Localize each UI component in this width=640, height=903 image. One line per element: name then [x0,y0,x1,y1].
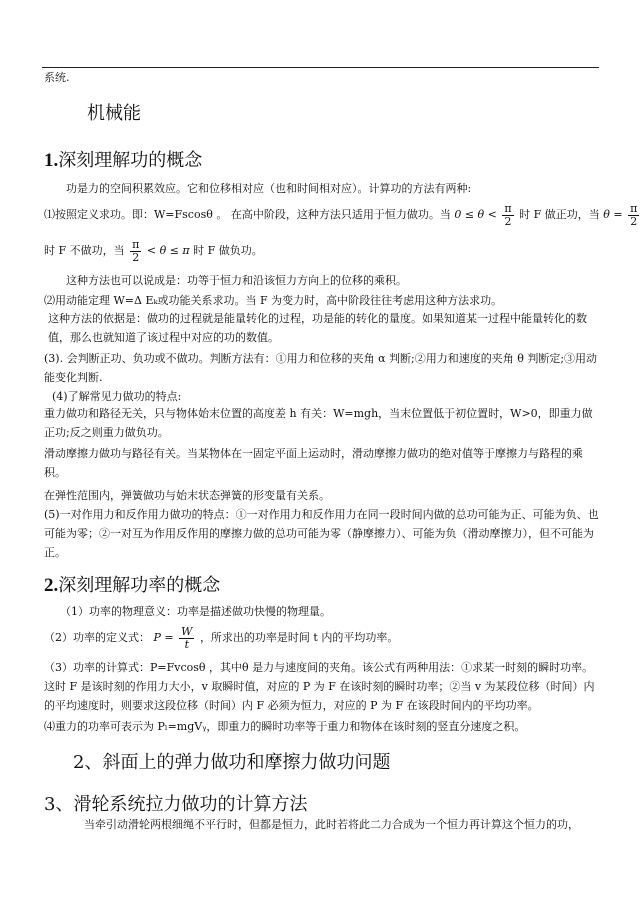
fraction-denominator: t [184,637,189,651]
header-rule [42,67,599,68]
method1-theta-eq: θ = [603,208,623,221]
power-meaning: （1）功率的物理意义：功率是描述做功快慢的物理量。 [60,605,331,618]
method1-summary: 这种方法也可以说成是：功等于恒力和沿该恒力方向上的位移的乘积。 [66,274,407,287]
section1-intro: 功是力的空间积累效应。它和位移相对应（也和时间相对应）。计算功的方法有两种: [66,182,472,195]
method2-text: ⑵用动能定理 W=Δ Eₖ或功能关系求功。当 F 为变力时，高中阶段往往考虑用这种方法求功。 [44,294,503,307]
point4-gravity: 重力做功和路径无关，只与物体始末位置的高度差 h 有关：W=mgh，当末位置低于初位置时，W>0，即重力做正功;反之则重力做负功。 [44,407,593,439]
section3-heading: 2、斜面上的弹力做功和摩擦力做功问题 [73,752,391,773]
pi-over-2-fraction [502,203,513,228]
method1-line [44,202,640,228]
method1-text-e: 时 F 不做功，当 [44,244,125,257]
power-def-note: ，所求出的功率是时间 t 内的平均功率。 [199,631,399,644]
fraction-numerator: π [132,237,140,251]
power-def-label: （2）功率的定义式： [44,631,150,644]
point5-text: (5)一对作用力和反作用力做功的特点：①一对作用力和反作用力在同一段时间内做的总功可能为正、可能为负、也可能为零；②一对互为作用反作用的摩擦力做的总功可能为零（静摩擦力）、可能为负（滑动摩擦力），但不可能为正。 [44,508,599,559]
method1-text-g: 时 F 做负功。 [189,244,263,257]
section4-heading: 3、滑轮系统拉力做功的计算方法 [44,794,308,815]
fraction-numerator: π [504,201,512,215]
method1-range-b: < θ ≤ π [146,244,190,257]
fraction-denominator: 2 [630,214,638,228]
gravity-power-text: ⑷重力的功率可表示为 Pₗ=mgVᵧ，即重力的瞬时功率等于重力和物体在该时刻的竖直分速度之积。 [44,720,526,733]
pulley-text: 当牵引动滑轮两根细绳不平行时，但都是恒力，此时若将此二力合成为一个恒力再计算这个恒力的功， [84,818,579,831]
point4-elastic: 在弹性范围内，弹簧做功与始末状态弹簧的形变量有关系。 [44,489,330,502]
point4-friction: 滑动摩擦力做功与路径有关。当某物体在一固定平面上运动时，滑动摩擦力做功的绝对值等于摩擦力与路程的乘积。 [44,447,583,479]
power-formula-text: （3）功率的计算式：P=Fvcosθ ，其中θ 是力与速度间的夹角。该公式有两种用法：①求某一时刻的瞬时功率。这时 F 是该时刻的作用力大小，v 取瞬时值，对应的 P 为 F 在该时刻的瞬时功率；②当 v 为某段位移（时间）内的平均速度时，则要求这段位移（时间）内 F 必须为恒力，对应的 P 为 F 在该段时间内的平均功率。 [44,661,595,712]
section1-number: 1. [44,150,59,171]
method1-text-a: ⑴按照定义求功。即：W=Fscosθ 。 在高中阶段，这种方法只适用于恒力做功。当 [44,208,451,221]
power-formula-p: P = [153,631,174,644]
method1-range-a: 0 ≤ θ < [454,208,497,221]
section2-heading [44,571,220,597]
page-title: 机械能 [87,103,141,124]
method1-line2 [44,238,263,264]
fraction-numerator: π [630,201,638,215]
section2-title: 深刻理解功率的概念 [58,575,221,596]
w-over-t-fraction [179,626,194,651]
section1-heading [44,146,202,172]
pi-over-2-fraction [628,203,639,228]
fraction-denominator: 2 [504,214,512,228]
pi-over-2-fraction [130,239,141,264]
fraction-numerator: W [181,624,193,638]
power-definition [44,624,398,652]
section1-title: 深刻理解功的概念 [58,150,203,171]
method1-text-c: 时 F 做正功，当 [519,208,600,221]
point3-text: (3). 会判断正功、负功或不做功。判断方法有：①用力和位移的夹角 α 判断;②用力和速度的夹角 θ 判断定;③用动能变化判断. [44,352,598,384]
method2-basis: 这种方法的依据是：做功的过程就是能量转化的过程，功是能的转化的量度。如果知道某一过程中能量转化的数值，那么也就知道了该过程中对应的功的数值。 [48,312,587,344]
fraction-denominator: 2 [132,250,140,264]
header-fragment: 系统. [44,71,70,84]
section2-number: 2. [44,575,59,596]
point4-title: (4)了解常见力做功的特点: [52,390,182,403]
